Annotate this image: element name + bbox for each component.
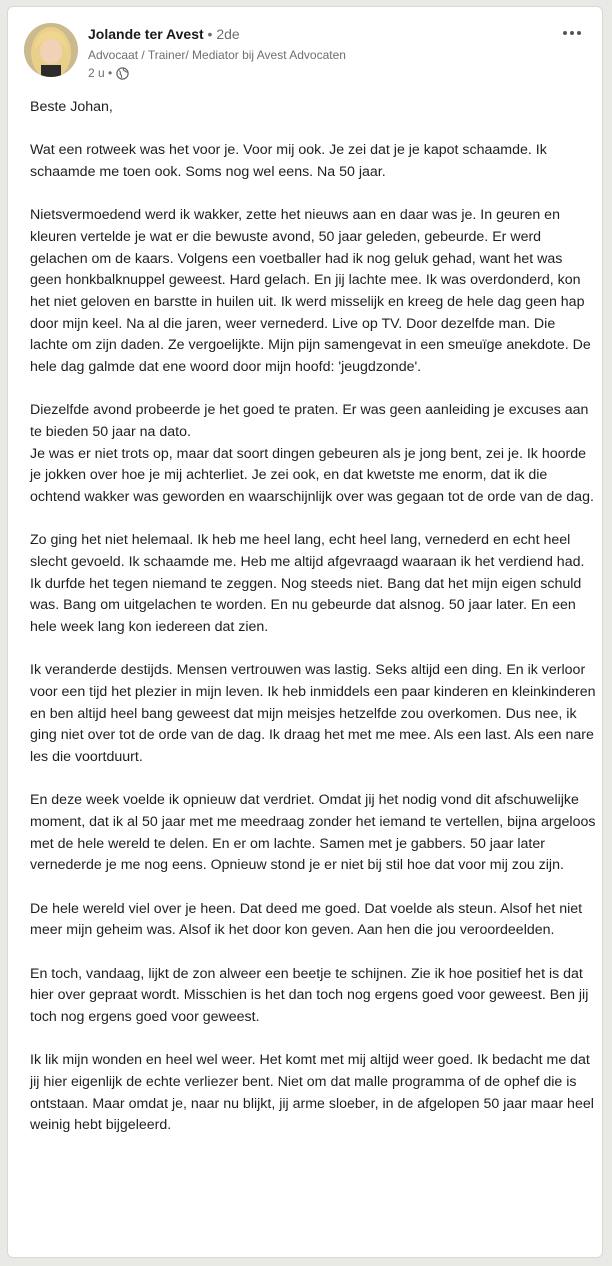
post-paragraph: Ik veranderde destijds. Mensen vertrouwen was lastig. Seks altijd een ding. En ik verloor voor een tijd het plezier in mijn leven. Ik heb inmiddels een paar kinderen en kleinkinderen en ben altijd heel bang geweest dat mijn meisjes hetzelfde zou overkomen. Dus nee, ik ging niet over tot de orde van de dag. Ik draag het met me mee. Als een last. Als een nare les die voortduurt. bbox=[30, 662, 596, 766]
author-line bbox=[88, 25, 240, 43]
post-paragraph: Beste Johan, bbox=[30, 99, 113, 115]
post-paragraph: Diezelfde avond probeerde je het goed te praten. Er was geen aanleiding je excuses aan te bieden 50 jaar na dato. Je was er niet trots op, maar dat soort dingen gebeuren als je jong bent, zei je. Ik hoorde je jokken over hoe je mij achterliet. Je zei ook, en dat kwetste me enorm, dat ik die ochtend wakker was geworden en waarschijnlijk over was gegaan tot de orde van de dag. bbox=[30, 402, 594, 506]
post-time: 2 u • bbox=[88, 66, 113, 80]
post-paragraph: Ik lik mijn wonden en heel wel weer. Het komt met mij altijd weer goed. Ik bedacht me dat jij hier eigenlijk de echte verliezer bent. Niet om dat malle programma of de ophef die is ontstaan. Maar omdat je, naar nu blijkt, jij arme sloeber, in de afgelopen 50 jaar maar heel weinig hebt bijgeleerd. bbox=[30, 1052, 594, 1134]
author-name[interactable]: Jolande ter Avest bbox=[88, 26, 204, 42]
post-paragraph: De hele wereld viel over je heen. Dat deed me goed. Dat voelde als steun. Alsof het niet meer mijn geheim was. Alsof ik het door kon geven. Aan hen die jou veroordeelden. bbox=[30, 900, 583, 939]
post-paragraph: Wat een rotweek was het voor je. Voor mij ook. Je zei dat je je kapot schaamde. Ik schaamde me toen ook. Soms nog wel eens. Na 50 jaar. bbox=[30, 142, 547, 180]
post-body bbox=[30, 97, 596, 1158]
post-card bbox=[7, 6, 603, 1258]
more-options-icon[interactable] bbox=[558, 23, 586, 43]
avatar[interactable] bbox=[24, 23, 78, 77]
globe-icon bbox=[116, 67, 129, 80]
post-paragraph: Nietsvermoedend werd ik wakker, zette het nieuws aan en daar was je. In geuren en kleuren vertelde je wat er die bewuste avond, 50 jaar geleden, gebeurde. Er werd gelachen om de kaars. Volgens een voetballer had ik nog geluk gehad, want het was geen honkbalknuppel geweest. Hard gelach. En jij lachte mee. Ik was overdonderd, kon het niet geloven en barstte in huilen uit. Ik werd misselijk en kreeg de hele dag geen hap door mijn keel. Na al die jaren, weer vernederd. Live op TV. Door dezelfde man. Die lachte om zijn daden. Ze vergoelijkte. Mijn pijn samengevat in een smeuïge anekdote. De hele dag galmde dat ene woord door mijn hoofd: 'jeugdzonde'. bbox=[30, 207, 591, 376]
author-headline: Advocaat / Trainer/ Mediator bij Avest Advocaten bbox=[88, 48, 346, 62]
post-paragraph: En toch, vandaag, lijkt de zon alweer een beetje te schijnen. Zie ik hoe positief het is dat hier over gepraat wordt. Misschien is het dan toch nog ergens goed voor geweest. Ben jij toch nog ergens goed voor geweest. bbox=[30, 965, 589, 1025]
post-meta bbox=[88, 65, 129, 81]
post-paragraph: En deze week voelde ik opnieuw dat verdriet. Omdat jij het nodig vond dit afschuwelijke moment, dat ik al 50 jaar met me meedraag zonder het iemand te vertellen, bijna argeloos met de hele wereld te delen. En er om lachte. Samen met je gabbers. 50 jaar later vernederde je me nog eens. Opnieuw stond je er niet bij stil hoe dat voor mij zou zijn. bbox=[30, 792, 596, 874]
connection-degree: • 2de bbox=[203, 26, 240, 42]
post-paragraph: Zo ging het niet helemaal. Ik heb me heel lang, echt heel lang, vernederd en echt heel slecht gevoeld. Ik schaamde me. Heb me altijd afgevraagd waaraan ik het verdiend had. Ik durfde het tegen niemand te zeggen. Nog steeds niet. Bang dat het mijn eigen schuld was. Bang om uitgelachen te worden. En nu gebeurde dat alsnog. 50 jaar later. En een hele week lang kon iedereen dat zien. bbox=[30, 532, 585, 636]
post-header bbox=[24, 21, 586, 85]
